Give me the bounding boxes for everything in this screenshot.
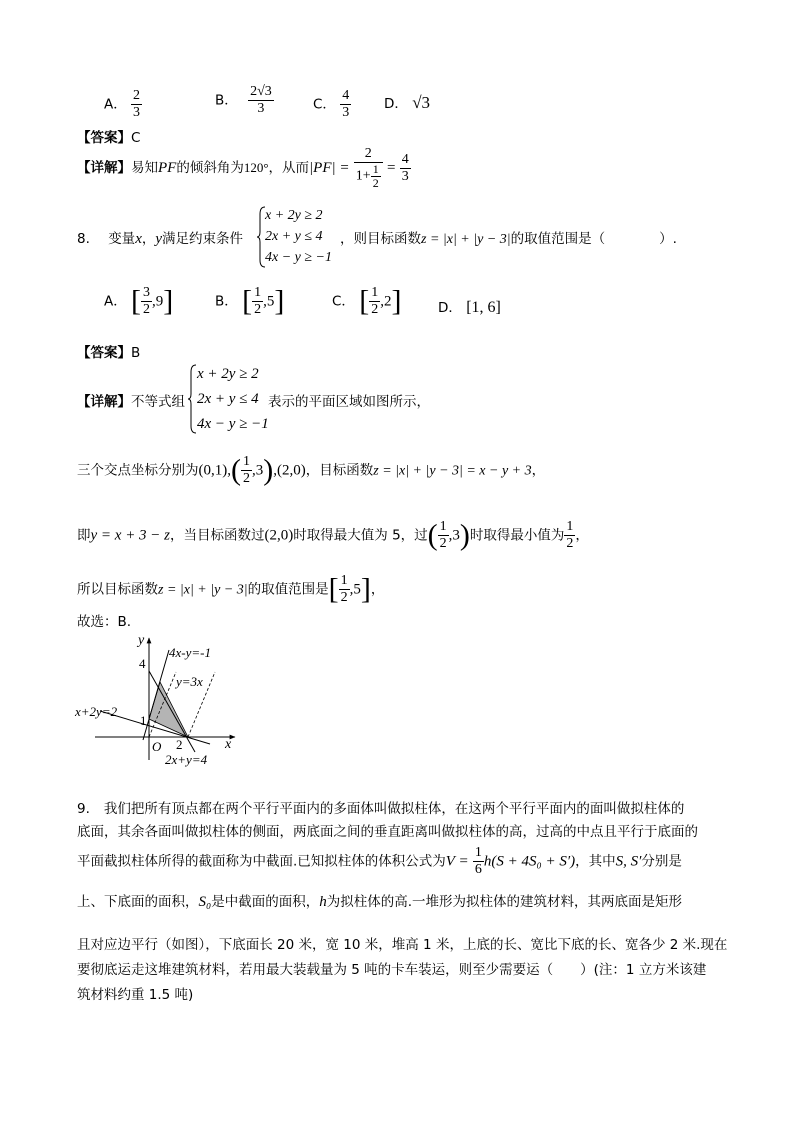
q8-constraint-2: 2x + y ≤ 4 [265,229,323,244]
line-text: 我们把所有顶点都在两个平行平面内的多面体叫做拟柱体，在这两个平行平面内的面叫做拟柱体的 [103,801,685,817]
q7-detail: 【详解】易知PF的倾斜角为120°，从而|PF| = 2 1+ $\frac{1}{2}$ = $\frac{4}{3}$ [77,146,409,190]
q8-stem-tail [340,227,677,248]
line-text: ，当目标函数过 [170,527,265,544]
vars: S, S′ [615,853,642,870]
option-d-value: [1, 6] [466,299,501,316]
q9-line6: 要彻底运走这堆建筑材料，若用最大装载量为 5 吨的卡车装运，则至少需要运（ ）(注：1 立方米该建 [77,962,707,978]
var-h: h [319,894,327,910]
min-point: ,3 [448,527,460,544]
max-point: (2,0) [264,527,294,544]
point-3: (2,0) [277,462,306,479]
line-text: 是中截面的面积， [211,894,320,910]
detail-text: 的倾斜角为 [176,160,244,176]
q9-line2: 底面，其余各面叫做拟柱体的侧面，两底面之间的垂直距离叫做拟柱体的高，过高的中点且平行于底面的 [77,824,698,840]
line-text: 时取得最大值为 5，过 [293,527,428,544]
q9-line3: 平面截拟柱体所得的截面称为中截面.已知拟柱体的体积公式为V = $\frac{1}{6}$ h(S + 4S₀ + S′)，其中S, S′分别是 [77,845,682,877]
formula-rhs: h(S + 4S₀ + S′) [483,853,576,870]
q8-stem [77,227,243,248]
detail-tag: 【详解】 [77,394,131,410]
formula-lhs: V = [445,853,469,870]
q7-answer [77,126,140,146]
detail-text: ，从而 [268,160,310,176]
line-text: ， [370,581,385,598]
label-y: y [138,633,145,648]
q8-detail-tail: 表示的平面区域如图所示， [268,394,430,410]
option-label: C． [332,293,355,310]
q9-line7: 筑材料约重 1.5 吨) [77,987,194,1003]
line-text: 平面截拟柱体所得的截面称为中截面.已知拟柱体的体积公式为 [77,853,446,870]
option-a-fraction: $\frac{2}{3}$ [133,88,141,120]
label-origin: O [152,739,162,754]
q8-choose: 故选：B. [77,614,132,630]
option-c-fraction: $\frac{4}{3}$ [342,88,350,120]
answer-tag: 【答案】 [77,130,131,146]
q8-line2: 即y = x + 3 − z，当目标函数过(2,0)时取得最大值为 5，过( $\frac{1}{2}$ ,3)时取得最小值为 $\frac{1}{2}$ ， [77,518,589,552]
q9-line1 [77,797,684,817]
tick-1: 1 [140,713,147,728]
q9-line5: 且对应边平行（如图），下底面长 20 米，宽 10 米，堆高 1 米，上底的长、宽比下底的长、宽各少 2 米.现在 [77,937,728,953]
detail-result: $\frac{4}{3}$ [401,151,409,184]
q8-detail-constraint-3: 4x − y ≥ −1 [197,416,269,432]
option-d-value: √3 [412,93,431,112]
tick-4: 4 [139,656,146,671]
option-label: B． [215,293,238,310]
line-text: ， [575,527,589,544]
stem-text: ， [141,231,156,247]
label-2x-y: 2x+y=4 [165,752,208,767]
stem-text: 的取值范围是（ ）. [510,231,677,247]
stem-text: ，则目标函数 [340,231,421,247]
equation: y = x + 3 − z [90,527,171,544]
objective: z = |x| + |y − 3| [421,232,511,247]
detail-fraction: 2 1+ $\frac{1}{2}$ [354,146,383,190]
label-4x-y: 4x-y=-1 [169,645,211,660]
q8-figure [70,630,250,770]
option-label: D． [438,300,462,316]
q9-line4 [77,890,682,911]
label-x: x [225,737,232,752]
q7-option-c [313,88,351,121]
q7-option-b [215,84,274,117]
detail-text: 易知 [131,160,158,176]
q8-detail-lead [77,390,185,410]
label-x-2y: x+2y=2 [75,704,118,719]
q8-detail-constraint-2: 2x + y ≤ 4 [197,391,259,407]
label-y3x: y=3x [176,674,203,689]
option-label: C． [313,96,336,113]
question-number: 8. [77,231,90,247]
q8-line3: 所以目标函数z = |x| + |y − 3|的取值范围是[ $\frac{1}{2}$ ,5]， [77,572,385,606]
q8-option-d [438,296,501,317]
stem-text: 变量 [108,231,136,247]
line-text: 所以目标函数 [77,581,158,598]
detail-angle: 120° [243,160,269,175]
option-label: B． [215,92,238,109]
objective: z = |x| + |y − 3| [158,582,248,598]
stem-text: 满足约束条件 [162,231,244,247]
answer-value: C [131,130,141,146]
question-number: 9. [77,801,90,817]
q8-option-a: A． [ $\frac{3}{2}$ ,9] [104,284,174,318]
line-text: 时取得最小值为 [469,527,565,544]
option-label: D． [384,96,408,112]
answer-value: B [131,345,141,361]
point-1: (0,1) [198,462,228,479]
line-text: 的取值范围是 [247,581,329,598]
point-2: ,3 [252,462,264,479]
option-label: A． [104,293,127,310]
detail-tag: 【详解】 [77,160,131,176]
detail-text: 不等式组 [131,394,185,410]
q8-constraint-1: x + 2y ≥ 2 [265,208,323,223]
detail-abs: |PF| = [309,160,350,176]
q8-detail-constraint-1: x + 2y ≥ 2 [197,366,259,382]
line-text: 上、下底面的面积， [77,894,199,910]
q8-constraint-3: 4x − y ≥ −1 [265,250,333,265]
answer-tag: 【答案】 [77,345,131,361]
line-text: ， [531,462,546,479]
var-s0: S₀ [198,894,212,910]
option-label: A． [104,96,127,113]
line-text: 即 [77,527,91,544]
objective: z = |x| + |y − 3| = x − y + 3 [373,463,532,479]
detail-pf: PF [158,160,177,176]
line-text: ，其中 [575,853,616,870]
line-text: ，目标函数 [305,462,374,479]
q8-option-c: C． [ $\frac{1}{2}$ ,2] [332,284,402,318]
line-text: 三个交点坐标分别为 [77,462,199,479]
line-text: 分别是 [641,853,682,870]
var-x: x [135,231,142,247]
option-b-fraction: $\frac{2√3}{3}$ [250,84,272,116]
var-y: y [155,231,163,247]
tick-2: 2 [176,737,183,752]
q8-answer [77,341,140,361]
q7-option-a [104,88,142,121]
q8-line1: 三个交点坐标分别为(0,1),( $\frac{1}{2}$ ,3),(2,0)，目标函数z = |x| + |y − 3| = x − y + 3， [77,453,546,487]
line-text: 为拟柱体的高.一堆形为拟柱体的建筑材料，其两底面是矩形 [326,894,683,910]
q7-option-d [384,92,430,113]
q8-option-b: B． [ $\frac{1}{2}$ ,5] [215,284,285,318]
